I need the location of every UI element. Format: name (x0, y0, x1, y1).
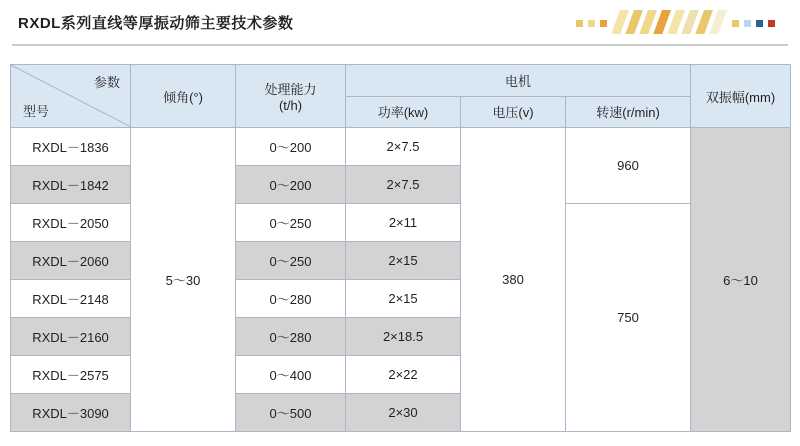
cell-angle-merged: 5～30 (131, 128, 236, 432)
deco-square-4 (732, 20, 739, 27)
cell-voltage-merged: 380 (461, 128, 566, 432)
header-corner-cell (11, 65, 131, 128)
cell-capacity: 0～280 (236, 280, 346, 318)
cell-model: RXDL－3090 (11, 394, 131, 432)
cell-power: 2×7.5 (346, 166, 461, 204)
cell-capacity: 0～200 (236, 166, 346, 204)
page-title: RXDL系列直线等厚振动筛主要技术参数 (18, 15, 294, 32)
cell-capacity: 0～200 (236, 128, 346, 166)
cell-capacity: 0～250 (236, 204, 346, 242)
cell-model: RXDL－2160 (11, 318, 131, 356)
cell-model: RXDL－2148 (11, 280, 131, 318)
cell-power: 2×18.5 (346, 318, 461, 356)
cell-power: 2×7.5 (346, 128, 461, 166)
deco-slash-8 (709, 10, 727, 34)
cell-capacity: 0～500 (236, 394, 346, 432)
page-header (12, 8, 788, 46)
header-model-label: 型号 (23, 104, 50, 119)
deco-square-2 (588, 20, 595, 27)
cell-model: RXDL－2060 (11, 242, 131, 280)
cell-speed-merged-bottom: 750 (566, 204, 691, 432)
deco-square-7 (768, 20, 775, 27)
deco-square-1 (576, 20, 583, 27)
header-speed: 转速(r/min) (566, 96, 691, 128)
cell-capacity: 0～280 (236, 318, 346, 356)
header-angle: 倾角(°) (131, 65, 236, 128)
cell-model: RXDL－2575 (11, 356, 131, 394)
spec-table-container (10, 64, 790, 432)
cell-speed-merged-top: 960 (566, 128, 691, 204)
deco-square-3 (600, 20, 607, 27)
table-row (11, 128, 791, 166)
header-amplitude: 双振幅(mm) (691, 65, 791, 128)
header-capacity (236, 65, 346, 128)
table-header-row-1 (11, 65, 791, 97)
cell-model: RXDL－1842 (11, 166, 131, 204)
deco-square-6 (756, 20, 763, 27)
cell-model: RXDL－2050 (11, 204, 131, 242)
cell-model: RXDL－1836 (11, 128, 131, 166)
cell-power: 2×15 (346, 280, 461, 318)
cell-power: 2×30 (346, 394, 461, 432)
table-row (11, 204, 791, 242)
header-param-label: 参数 (93, 75, 120, 90)
cell-power: 2×15 (346, 242, 461, 280)
cell-amplitude-merged: 6～10 (691, 128, 791, 432)
header-power: 功率(kw) (346, 96, 461, 128)
deco-square-5 (744, 20, 751, 27)
header-capacity-line1: 处理能力 (264, 82, 317, 97)
header-voltage: 电压(v) (461, 96, 566, 128)
cell-capacity: 0～250 (236, 242, 346, 280)
header-decoration (576, 10, 786, 36)
cell-power: 2×22 (346, 356, 461, 394)
spec-table (10, 64, 791, 432)
cell-power: 2×11 (346, 204, 461, 242)
cell-capacity: 0～400 (236, 356, 346, 394)
header-capacity-line2: (t/h) (278, 98, 303, 113)
header-motor: 电机 (346, 65, 691, 97)
